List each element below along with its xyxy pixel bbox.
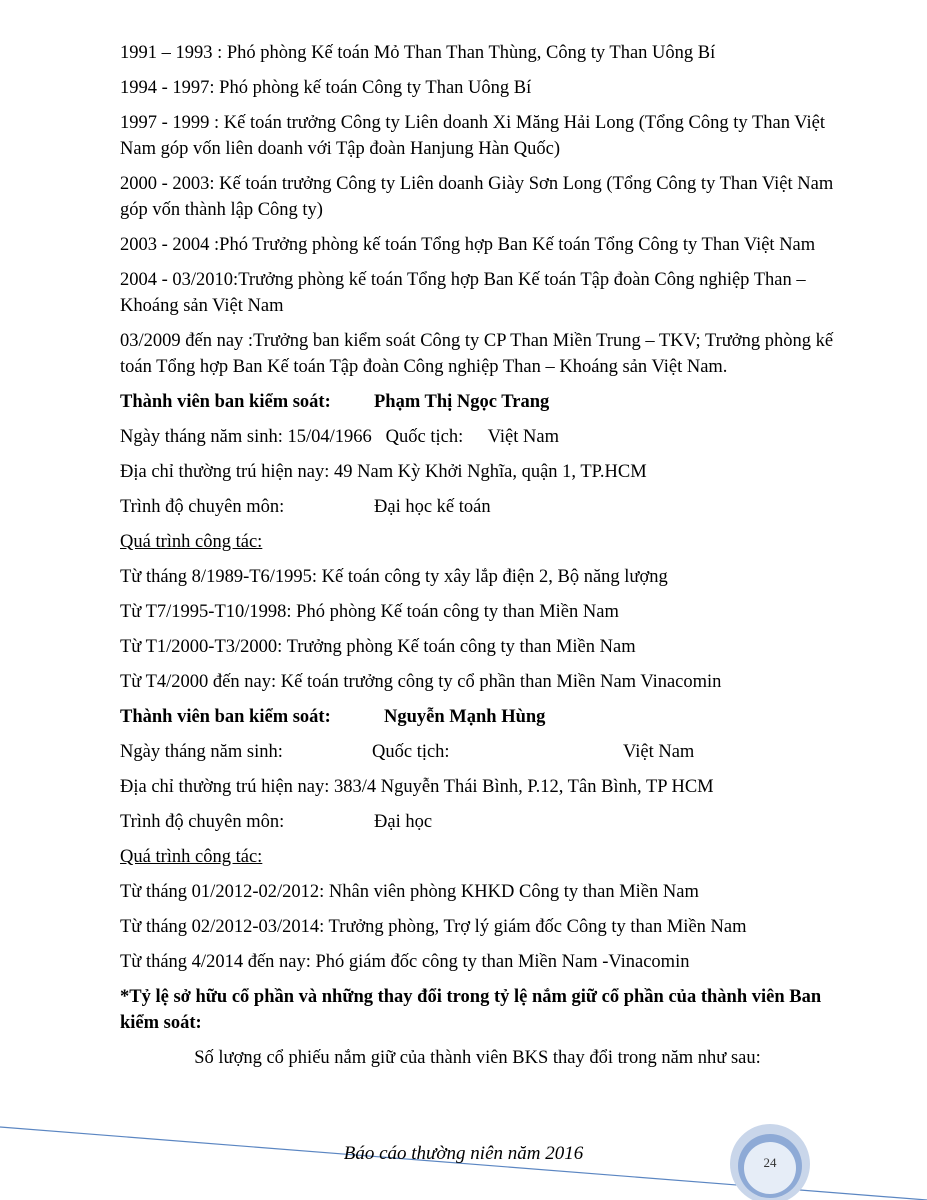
qualification-label: Trình độ chuyên môn: xyxy=(120,812,285,832)
career-heading: Quá trình công tác: xyxy=(120,847,263,867)
role-label: Thành viên ban kiểm soát: xyxy=(120,392,331,412)
nationality-label: Quốc tịch: xyxy=(385,427,464,447)
career-line: 2004 - 03/2010:Trưởng phòng kế toán Tổng hợp Ban Kế toán Tập đoàn Công nghiệp Than – Khoáng sản Việt Nam xyxy=(120,270,806,316)
member-name: Nguyễn Mạnh Hùng xyxy=(384,707,546,727)
dob-row xyxy=(120,424,835,450)
page-number: 24 xyxy=(763,1155,777,1170)
footer-title: Báo cáo thường niên năm 2016 xyxy=(343,1143,584,1164)
dob-label: Ngày tháng năm sinh: 15/04/1966 xyxy=(120,427,372,447)
dob-row xyxy=(120,739,835,765)
member-name: Phạm Thị Ngọc Trang xyxy=(374,392,550,412)
career-line: Từ tháng 01/2012-02/2012: Nhân viên phòng KHKD Công ty than Miền Nam xyxy=(120,882,699,902)
member-heading xyxy=(120,389,835,415)
qualification-row xyxy=(120,809,835,835)
career-line: 2003 - 2004 :Phó Trưởng phòng kế toán Tổng hợp Ban Kế toán Tổng Công ty Than Việt Nam xyxy=(120,235,816,255)
nationality-value: Việt Nam xyxy=(487,427,559,447)
address-line: Địa chỉ thường trú hiện nay: 49 Nam Kỳ Khởi Nghĩa, quận 1, TP.HCM xyxy=(120,462,647,482)
address-line: Địa chỉ thường trú hiện nay: 383/4 Nguyễn Thái Bình, P.12, Tân Bình, TP HCM xyxy=(120,777,714,797)
career-line: 1994 - 1997: Phó phòng kế toán Công ty Than Uông Bí xyxy=(120,78,532,98)
qualification-row xyxy=(120,494,835,520)
career-line: Từ T1/2000-T3/2000: Trưởng phòng Kế toán công ty than Miền Nam xyxy=(120,637,636,657)
qualification-value: Đại học xyxy=(374,812,433,832)
career-line: Từ tháng 8/1989-T6/1995: Kế toán công ty xây lắp điện 2, Bộ năng lượng xyxy=(120,567,668,587)
career-line: 03/2009 đến nay :Trưởng ban kiểm soát Công ty CP Than Miền Trung – TKV; Trưởng phòng kế toán Tổng hợp Ban Kế toán Tập đoàn Công nghiệp Than – Khoáng sản Việt Nam. xyxy=(120,331,834,377)
career-line: 2000 - 2003: Kế toán trưởng Công ty Liên doanh Giày Sơn Long (Tổng Công ty Than Việt Nam góp vốn thành lập Công ty) xyxy=(120,174,834,220)
career-line: Từ tháng 4/2014 đến nay: Phó giám đốc công ty than Miền Nam -Vinacomin xyxy=(120,952,690,972)
qualification-label: Trình độ chuyên môn: xyxy=(120,497,285,517)
career-line: 1991 – 1993 : Phó phòng Kế toán Mỏ Than Than Thùng, Công ty Than Uông Bí xyxy=(120,43,716,63)
dob-label: Ngày tháng năm sinh: xyxy=(120,742,283,762)
nationality-value: Việt Nam xyxy=(623,742,695,762)
ownership-intro: Số lượng cổ phiếu nắm giữ của thành viên BKS thay đổi trong năm như sau: xyxy=(194,1048,761,1068)
role-label: Thành viên ban kiểm soát: xyxy=(120,707,331,727)
body-text xyxy=(120,40,835,1071)
member-heading xyxy=(120,704,835,730)
career-line: Từ T7/1995-T10/1998: Phó phòng Kế toán công ty than Miền Nam xyxy=(120,602,619,622)
nationality-label: Quốc tịch: xyxy=(372,742,450,762)
career-line: Từ tháng 02/2012-03/2014: Trưởng phòng, Trợ lý giám đốc Công ty than Miền Nam xyxy=(120,917,747,937)
career-line: Từ T4/2000 đến nay: Kế toán trưởng công ty cổ phần than Miền Nam Vinacomin xyxy=(120,672,722,692)
career-heading: Quá trình công tác: xyxy=(120,532,263,552)
qualification-value: Đại học kế toán xyxy=(374,497,491,517)
ownership-heading: *Tỷ lệ sở hữu cổ phần và những thay đổi trong tỷ lệ nắm giữ cổ phần của thành viên Ban kiểm soát: xyxy=(120,987,822,1033)
career-line: 1997 - 1999 : Kế toán trưởng Công ty Liên doanh Xi Măng Hải Long (Tổng Công ty Than Việt Nam góp vốn liên doanh với Tập đoàn Hanjung Hàn Quốc) xyxy=(120,113,825,159)
